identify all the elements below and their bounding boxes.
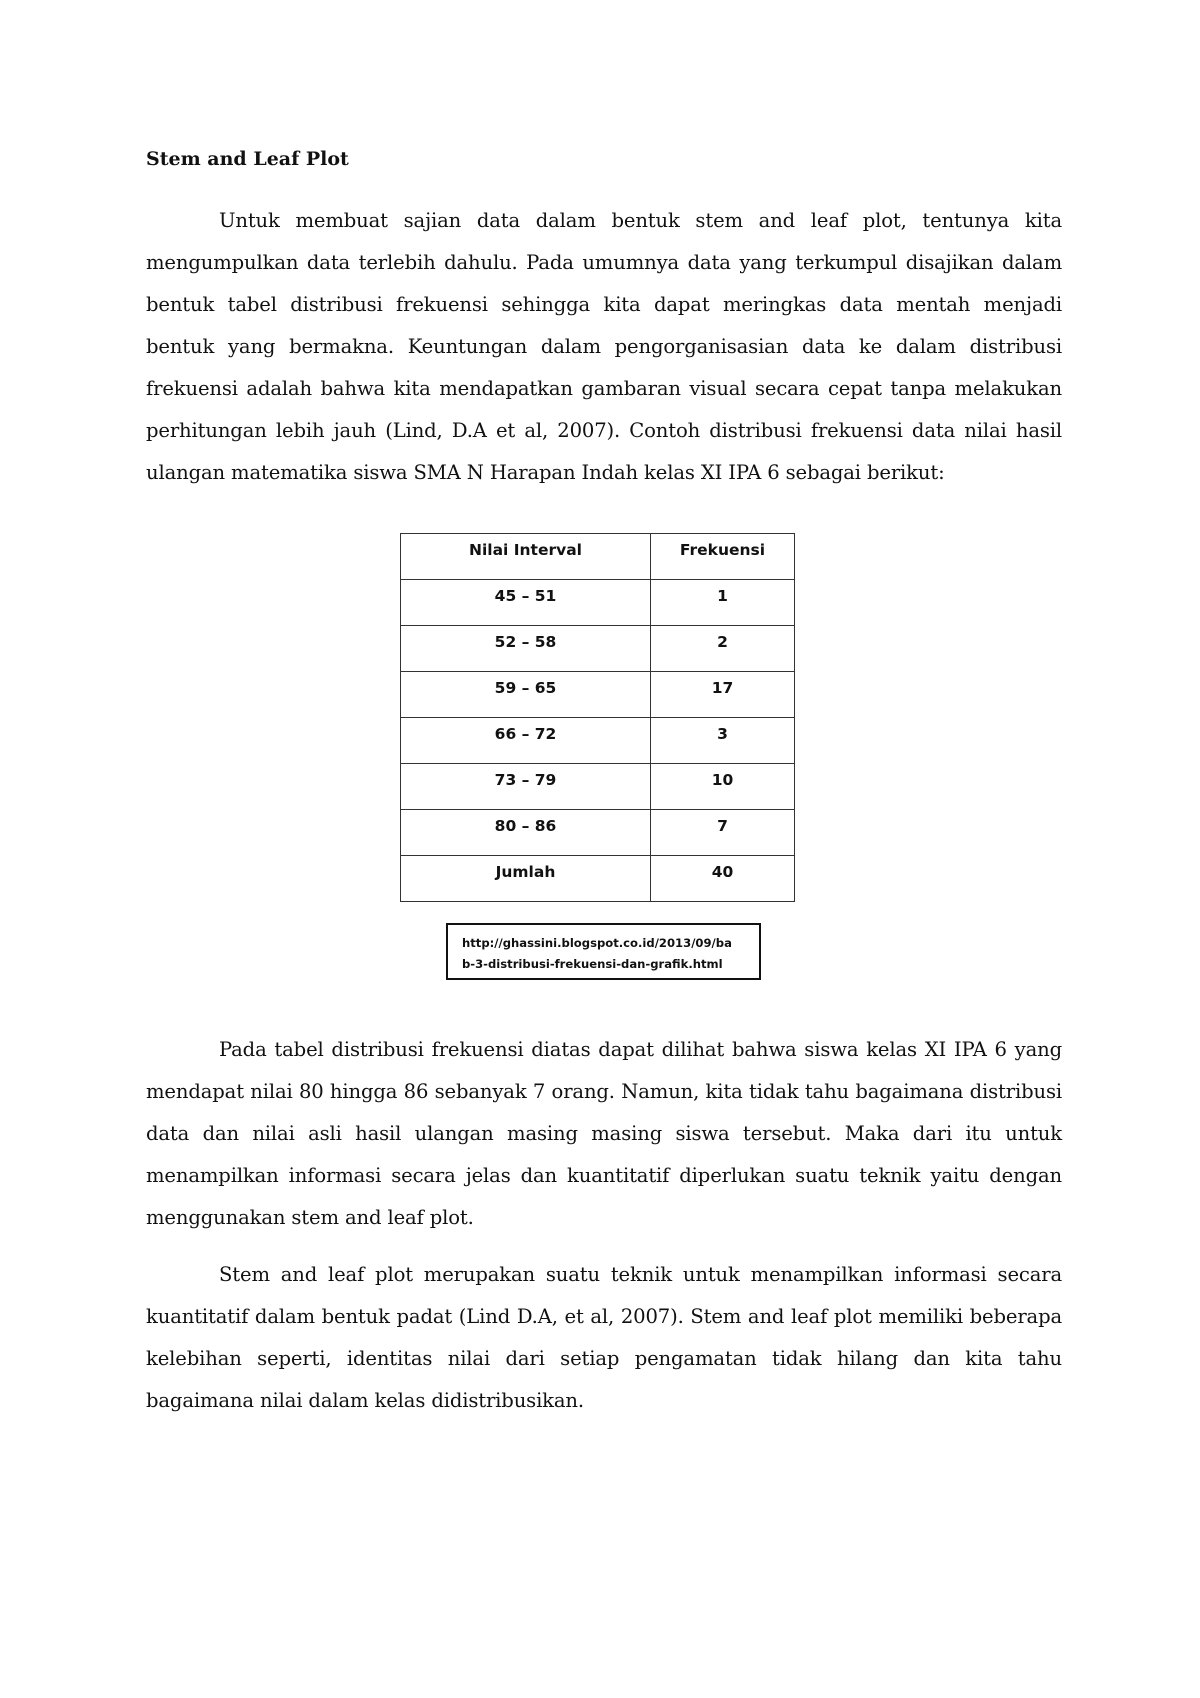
frequency-cell: 17 [651, 672, 795, 718]
table-row [401, 718, 795, 764]
intro-paragraph: Untuk membuat sajian data dalam bentuk stem and leaf plot, tentunya kita mengumpulkan data terlebih dahulu. Pada umumnya data yang terkumpul disajikan dalam bentuk tabel distribusi frekuensi sehingga kita dapat meringkas data mentah menjadi bentuk yang bermakna. Keuntungan dalam pengorganisasian data ke dalam distribusi frekuensi adalah bahwa kita mendapatkan gambaran visual secara cepat tanpa melakukan perhitungan lebih jauh (Lind, D.A et al, 2007). Contoh distribusi frekuensi data nilai hasil ulangan matematika siswa SMA N Harapan Indah kelas XI IPA 6 sebagai berikut: [146, 209, 1062, 484]
lower-text [146, 1029, 1062, 1422]
closing-paragraph: Stem and leaf plot merupakan suatu teknik untuk menampilkan informasi secara kuantitatif dalam bentuk padat (Lind D.A, et al, 2007). Stem and leaf plot memiliki beberapa kelebihan seperti, identitas nilai dari setiap pengamatan tidak hilang dan kita tahu bagaimana nilai dalam kelas didistribusikan. [146, 1263, 1062, 1412]
frequency-cell: 2 [651, 626, 795, 672]
interval-cell: 52 – 58 [401, 626, 651, 672]
frequency-cell: 10 [651, 764, 795, 810]
table-row [401, 626, 795, 672]
after-table-paragraph: Pada tabel distribusi frekuensi diatas dapat dilihat bahwa siswa kelas XI IPA 6 yang mendapat nilai 80 hingga 86 sebanyak 7 orang. Namun, kita tidak tahu bagaimana distribusi data dan nilai asli hasil ulangan masing masing siswa tersebut. Maka dari itu untuk menampilkan informasi secara jelas dan kuantitatif diperlukan suatu teknik yaitu dengan menggunakan stem and leaf plot. [146, 1038, 1062, 1229]
total-label-cell: Jumlah [401, 856, 651, 902]
interval-cell: 59 – 65 [401, 672, 651, 718]
header-nilai-interval: Nilai Interval [401, 534, 651, 580]
interval-cell: 80 – 86 [401, 810, 651, 856]
source-url-line-2: b-3-distribusi-frekuensi-dan-grafik.html [462, 957, 723, 971]
frequency-cell: 1 [651, 580, 795, 626]
table-total-row [401, 856, 795, 902]
interval-cell: 73 – 79 [401, 764, 651, 810]
total-value-cell: 40 [651, 856, 795, 902]
frequency-cell: 3 [651, 718, 795, 764]
section-heading: Stem and Leaf Plot [146, 148, 349, 170]
frequency-table-wrapper [400, 533, 795, 902]
interval-cell: 45 – 51 [401, 580, 651, 626]
table-row [401, 672, 795, 718]
source-citation-box [446, 923, 761, 980]
header-frekuensi: Frekuensi [651, 534, 795, 580]
source-url-line-1: http://ghassini.blogspot.co.id/2013/09/ba [462, 936, 732, 950]
frequency-table [400, 533, 795, 902]
table-row [401, 580, 795, 626]
frequency-cell: 7 [651, 810, 795, 856]
table-header-row [401, 534, 795, 580]
interval-cell: 66 – 72 [401, 718, 651, 764]
page-content [146, 140, 1062, 1412]
table-row [401, 810, 795, 856]
table-row [401, 764, 795, 810]
